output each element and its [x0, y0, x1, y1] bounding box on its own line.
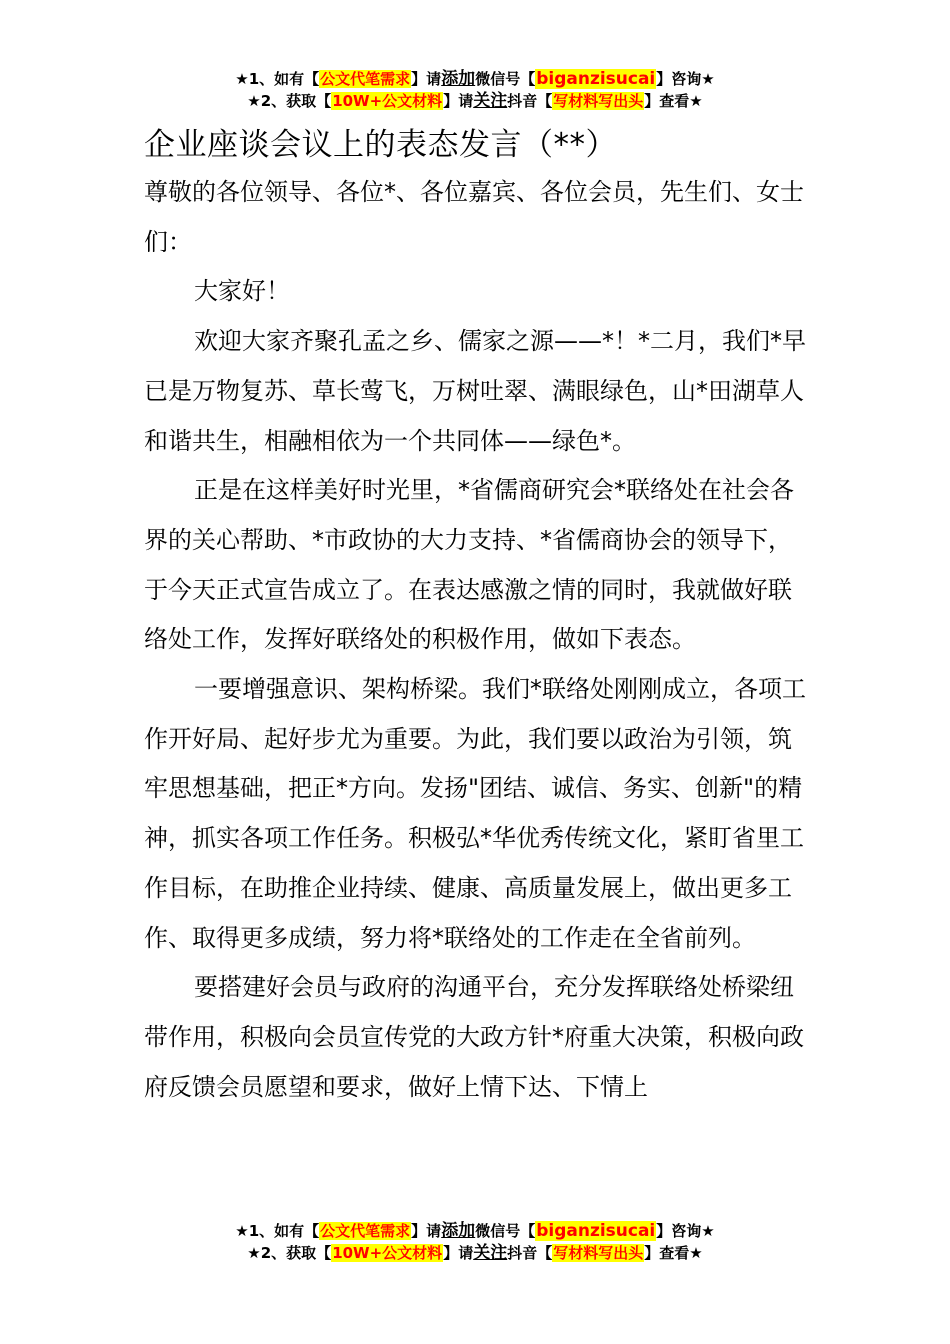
banner-text: ★1、如有【 [235, 1222, 320, 1240]
banner-underlined-text: 关注 [473, 91, 508, 111]
banner-text: 抖音【 [507, 92, 553, 110]
banner-line-2 [0, 1242, 950, 1264]
banner-text: ★1、如有【 [235, 70, 320, 88]
banner-text: 】咨询★ [656, 70, 715, 88]
banner-highlight: 10W+公文材料 [332, 1244, 443, 1262]
banner-highlight: biganzisucai [536, 1221, 656, 1241]
header-banner [0, 68, 950, 112]
banner-text: 】请 [411, 1222, 442, 1240]
banner-line-2 [0, 90, 950, 112]
banner-highlight: 公文代笔需求 [320, 70, 411, 88]
paragraph-point-one: 一要增强意识、架构桥梁。我们*联络处刚刚成立，各项工作开好局、起好步尤为重要。为此，我们要以政治为引领，筑牢思想基础，把正*方向。发扬"团结、诚信、务实、创新"的精神，抓实各项工作任务。积极弘*华优秀传统文化，紧盯省里工作目标，在助推企业持续、健康、高质量发展上，做出更多工作、取得更多成绩，努力将*联络处的工作走在全省前列。 [144, 675, 806, 952]
footer-banner [0, 1220, 950, 1264]
salutation: 尊敬的各位领导、各位*、各位嘉宾、各位会员，先生们、女士们： [144, 178, 804, 256]
banner-text: ★2、获取【 [247, 1244, 332, 1262]
paragraph-founding: 正是在这样美好时光里，*省儒商研究会*联络处在社会各界的关心帮助、*市政协的大力支持、*省儒商协会的领导下，于今天正式宣告成立了。在表达感激之情的同时，我就做好联络处工作，发挥好联络处的积极作用，做如下表态。 [144, 476, 794, 654]
document-title: 企业座谈会议上的表态发言（**） [144, 127, 617, 163]
banner-underlined-text: 添加 [441, 69, 476, 89]
banner-line-1 [0, 68, 950, 90]
paragraph-welcome: 欢迎大家齐聚孔孟之乡、儒家之源——*！*二月，我们*早已是万物复苏、草长莺飞，万树吐翠、满眼绿色，山*田湖草人和谐共生，相融相依为一个共同体——绿色*。 [144, 327, 806, 455]
banner-text: 】请 [443, 92, 474, 110]
banner-highlight: 写材料写出头 [553, 92, 644, 110]
banner-text: ★2、获取【 [247, 92, 332, 110]
banner-line-1 [0, 1220, 950, 1242]
banner-text: 】查看★ [644, 1244, 703, 1262]
banner-text: 抖音【 [507, 1244, 553, 1262]
banner-highlight: biganzisucai [536, 69, 656, 89]
banner-underlined-text: 关注 [473, 1243, 508, 1263]
paragraph-greeting: 大家好！ [194, 277, 290, 306]
banner-underlined-text: 添加 [441, 1221, 476, 1241]
banner-text: 】请 [411, 70, 442, 88]
banner-highlight: 写材料写出头 [553, 1244, 644, 1262]
banner-text: 】查看★ [644, 92, 703, 110]
document-body [144, 122, 809, 1112]
banner-text: 】请 [443, 1244, 474, 1262]
paragraph-platform: 要搭建好会员与政府的沟通平台，充分发挥联络处桥梁纽带作用，积极向会员宣传党的大政方针*府重大决策，积极向政府反馈会员愿望和要求，做好上情下达、下情上 [144, 973, 804, 1101]
banner-text: 微信号【 [475, 1222, 536, 1240]
banner-highlight: 公文代笔需求 [320, 1222, 411, 1240]
banner-highlight: 10W+公文材料 [332, 92, 443, 110]
banner-text: 】咨询★ [656, 1222, 715, 1240]
banner-text: 微信号【 [475, 70, 536, 88]
